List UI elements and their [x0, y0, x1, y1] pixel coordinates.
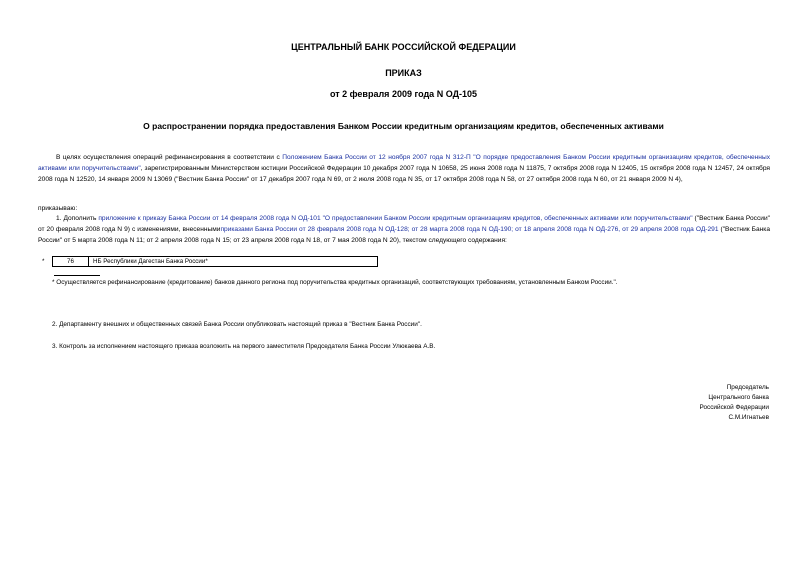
orders-link[interactable]: приказами Банка России от 28 февраля 2008 года N ОД-128; от 28 марта 2008 года N ОД-190; от 18 апреля 2008 года N ОД-276, от 29 апреля 2008 года ОД-291	[220, 226, 719, 233]
item-2-paragraph: 2. Департаменту внешних и общественных связей Банка России опубликовать настоящий приказ в "Вестник Банка России".	[52, 321, 422, 328]
document-type-heading: ПРИКАЗ	[385, 68, 422, 78]
signature-name: С.М.Игнатьев	[728, 414, 769, 421]
footnote: * Осуществляется рефинансирование (кредитование) банков данного региона под поручительства кредитных организаций, соответствующих требованиям, установленным Банком России.".	[52, 279, 618, 286]
intro-text-1: В целях осуществления операций рефинансирования в соответствии с	[56, 154, 283, 161]
table-row	[52, 256, 378, 267]
item-1-text-3: ("Вестник Банка России" от 5 марта 2008 года N 11; от 2 апреля 2008 года N 15; от 23 апреля 2008 года N 18, от 7 мая 2008 года N 20), текстом следующего содержания:	[38, 226, 770, 244]
ordered-label: приказываю:	[38, 205, 78, 212]
item-1-text-2: ("Вестник Банка России" от 20 февраля 2008 года N 9) с изменениями, внесенными	[38, 215, 770, 233]
signature-block	[700, 383, 770, 423]
appendix-link[interactable]: приложение к приказу Банка России от 14 февраля 2008 года N ОД-101 "О предоставлении Банком России кредитным организациям кредитов, обеспеченных активами или поручительствами"	[98, 215, 693, 222]
footnote-divider	[54, 275, 100, 276]
date-number-heading: от 2 февраля 2009 года N ОД-105	[329, 89, 477, 99]
subject-heading: О распространении порядка предоставления Банком России кредитным организациям кредитов, обеспеченных активами	[143, 121, 664, 131]
item-3-paragraph: 3. Контроль за исполнением настоящего приказа возложить на первого заместителя Председателя Банка России Улюкаева А.В.	[52, 343, 436, 350]
signature-line-3: Российской Федерации	[699, 404, 769, 411]
item-1-text-1: 1. Дополнить	[56, 215, 99, 222]
table-cell-code: 76	[53, 257, 89, 266]
intro-paragraph	[38, 152, 770, 185]
organization-heading: ЦЕНТРАЛЬНЫЙ БАНК РОССИЙСКОЙ ФЕДЕРАЦИИ	[291, 42, 516, 52]
regulation-link[interactable]: Положением Банка России от 12 ноября 2007 года N 312-П "О порядке предоставления Банком России кредитным организациям кредитов, обеспеченных активами или поручительствами"	[38, 154, 770, 172]
item-1-paragraph	[38, 213, 770, 246]
table-marker: *	[42, 258, 45, 265]
signature-line-1: Председатель	[726, 384, 769, 391]
intro-text-2: , зарегистрированным Министерством юстиции Российской Федерации 10 декабря 2007 года N 10658, 25 июня 2008 года N 11875, 7 октября 2008 года N 12405, 15 октября 2008 года N 12457, 24 октября 2008 года N 12520, 14 января 2009 N 13069 ("Вестник Банка России" от 17 декабря 2007 года N 69, от 2 июля 2008 года N 35, от 17 октября 2008 года N 58, от 27 октября 2008 года N 60, от 21 января 2009 N 4),	[38, 165, 770, 183]
signature-line-2: Центрального банка	[708, 394, 769, 401]
table-cell-name: НБ Республики Дагестан Банка России*	[93, 258, 208, 265]
